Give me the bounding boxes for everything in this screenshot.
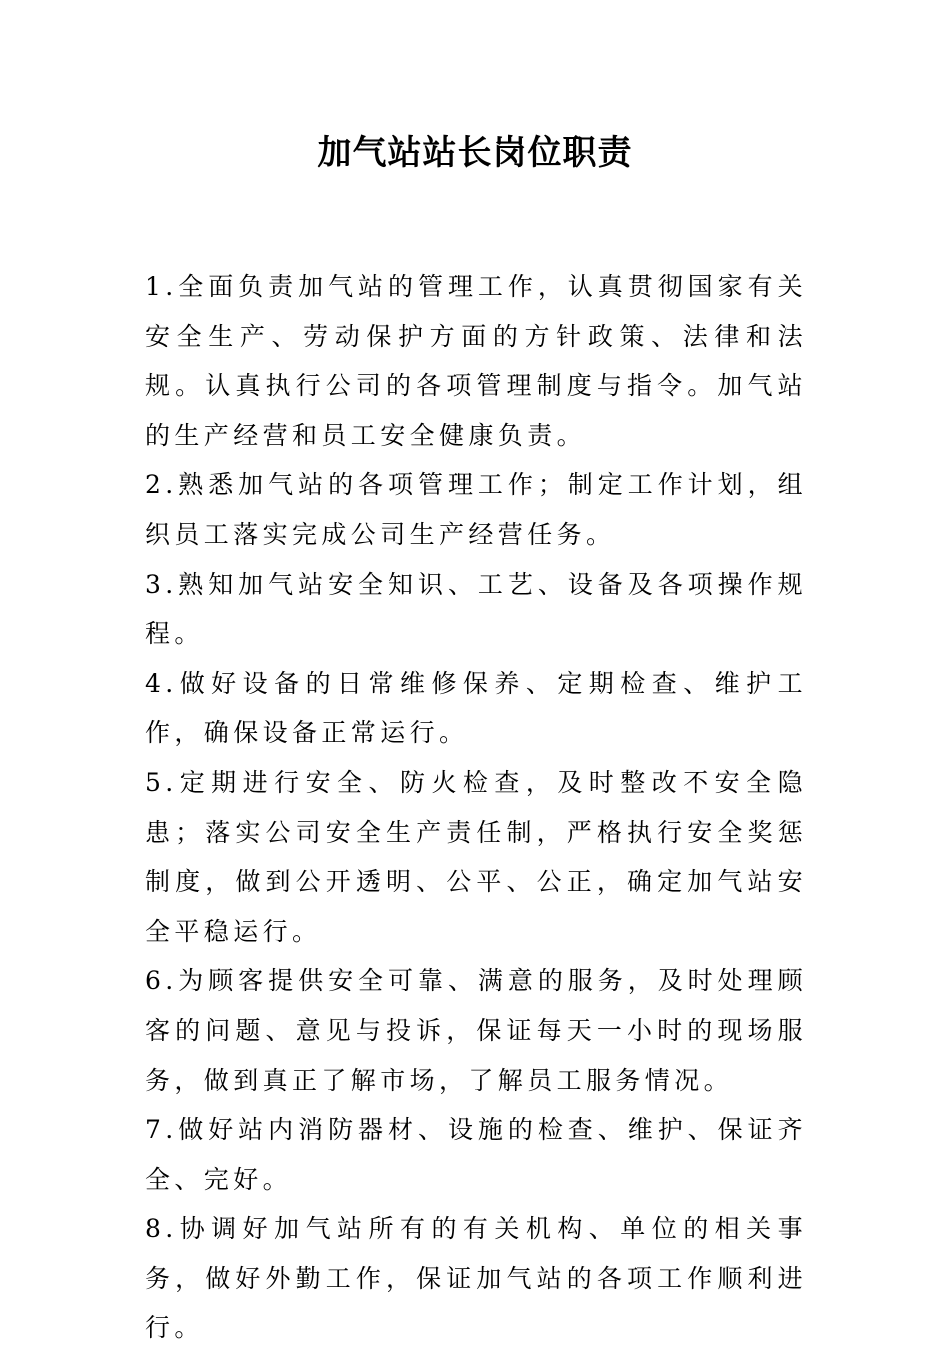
duty-item-8: 8.协调好加气站所有的有关机构、单位的相关事务，做好外勤工作，保证加气站的各项工作顺利进行。	[145, 1214, 807, 1343]
duty-item-5: 5.定期进行安全、防火检查，及时整改不安全隐患；落实公司安全生产责任制，严格执行安全奖惩制度，做到公开透明、公平、公正，确定加气站安全平稳运行。	[145, 767, 807, 946]
duty-item-7: 7.做好站内消防器材、设施的检查、维护、保证齐全、完好。	[145, 1115, 807, 1194]
duty-item-1: 1.全面负责加气站的管理工作，认真贯彻国家有关安全生产、劳动保护方面的方针政策、法律和法规。认真执行公司的各项管理制度与指令。加气站的生产经营和员工安全健康负责。	[145, 272, 807, 450]
duty-item-2: 2.熟悉加气站的各项管理工作；制定工作计划，组织员工落实完成公司生产经营任务。	[145, 470, 807, 549]
duty-item-4: 4.做好设备的日常维修保养、定期检查、维护工作，确保设备正常运行。	[145, 668, 807, 748]
duty-item-3: 3.熟知加气站安全知识、工艺、设备及各项操作规程。	[145, 569, 807, 649]
page-title: 加气站站长岗位职责	[317, 133, 633, 173]
document-body	[145, 262, 807, 1353]
duty-item-6: 6.为顾客提供安全可靠、满意的服务，及时处理顾客的问题、意见与投诉，保证每天一小时的现场服务，做到真正了解市场，了解员工服务情况。	[145, 966, 807, 1095]
